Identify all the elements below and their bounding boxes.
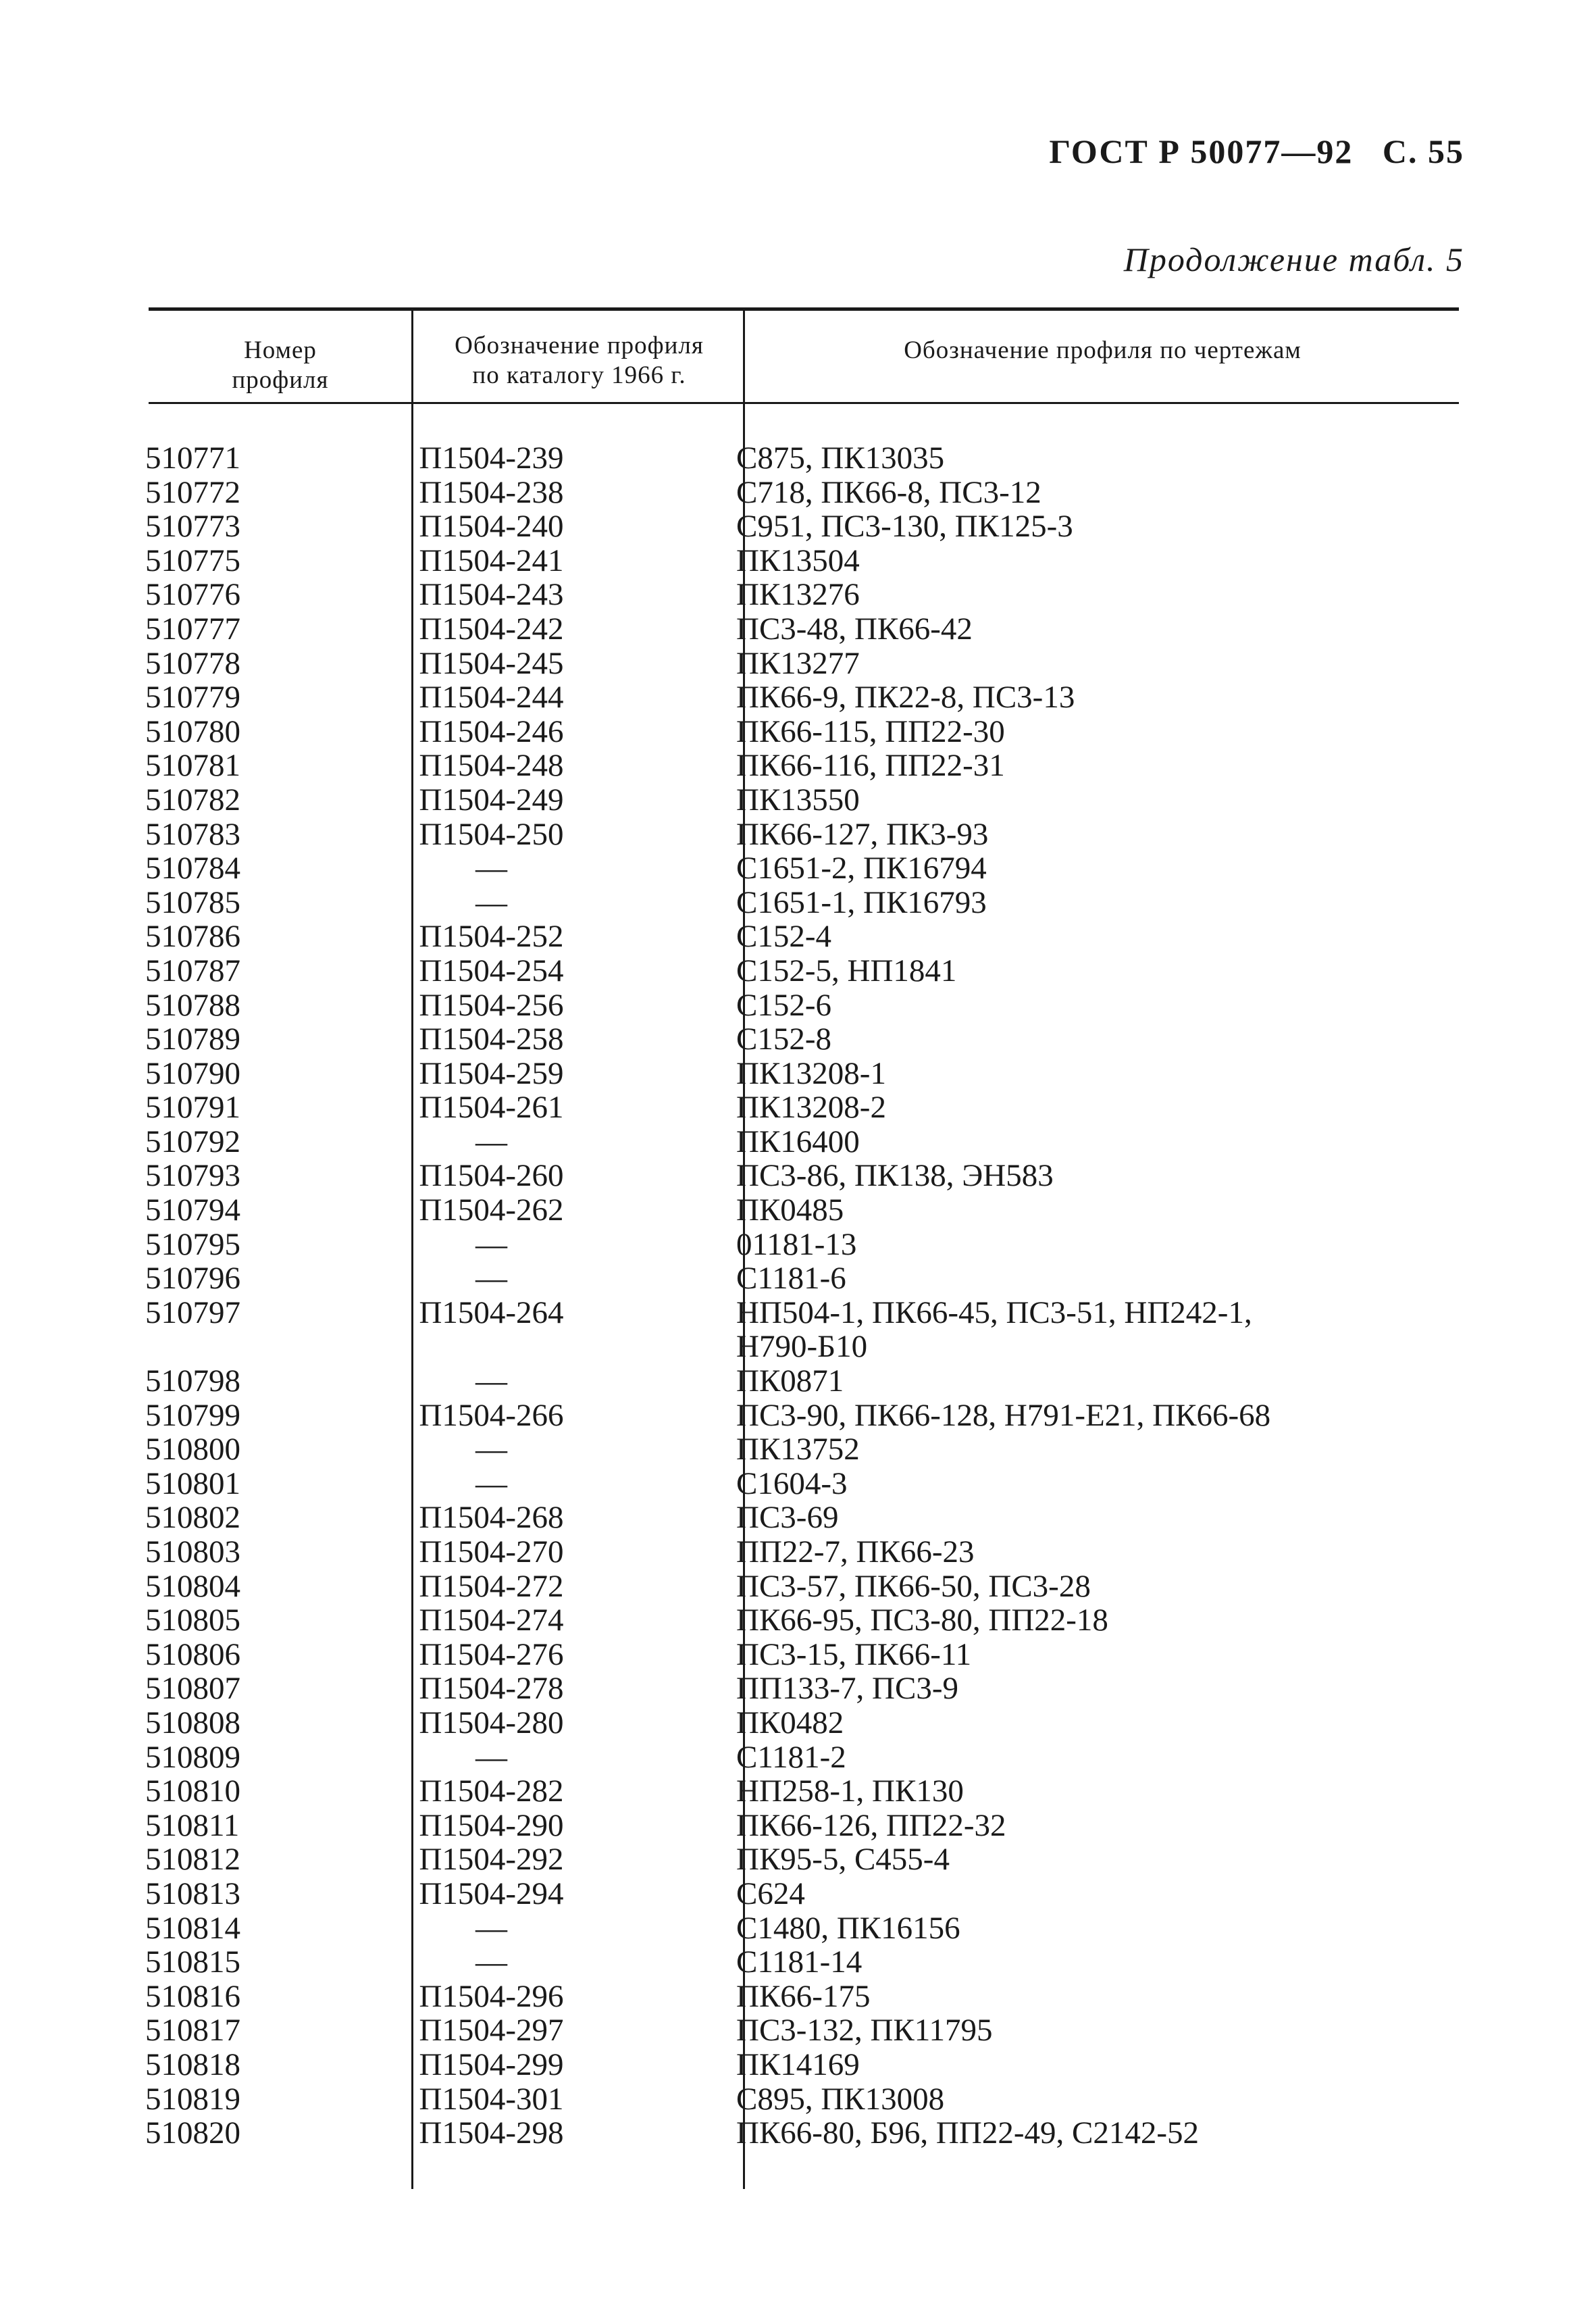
profile-number: 510792 (145, 1124, 240, 1159)
drawing-designations (675, 1296, 1428, 1364)
drawing-designations (675, 1877, 1428, 1911)
profile-number: 510798 (145, 1363, 240, 1399)
drawing-designation-line: ПК13752 (736, 1432, 860, 1467)
drawing-designation-line: С1651-1, ПК16793 (736, 884, 987, 920)
table-row (145, 1638, 1428, 1672)
table-row (145, 1399, 1428, 1433)
table-row (145, 1296, 1428, 1364)
catalog-designation: П1504-245 (419, 645, 564, 681)
table-row (145, 818, 1428, 852)
catalog-designation: — (475, 1944, 507, 1980)
drawing-designations (675, 1193, 1428, 1228)
table-row (145, 1706, 1428, 1740)
drawing-designations (675, 1706, 1428, 1740)
drawing-designations (675, 851, 1428, 886)
drawing-designation-line: ПП133-7, ПС3-9 (736, 1671, 958, 1707)
table-row (145, 1535, 1428, 1569)
catalog-designation: П1504-294 (419, 1876, 564, 1911)
drawing-designation-line: С152-5, НП1841 (736, 953, 957, 988)
catalog-designation: П1504-282 (419, 1774, 564, 1809)
drawing-designations (675, 2082, 1428, 2117)
table-row (145, 1809, 1428, 1843)
table-top-rule (149, 307, 1459, 311)
table-row (145, 1125, 1428, 1159)
table-row (145, 509, 1428, 544)
catalog-designation: П1504-301 (419, 2081, 564, 2117)
table-row (145, 1603, 1428, 1638)
table-row (145, 783, 1428, 818)
table-row (145, 544, 1428, 578)
catalog-designation: — (475, 1124, 507, 1159)
profile-number: 510772 (145, 474, 240, 510)
header-bottom-rule (149, 402, 1459, 404)
profile-number: 510795 (145, 1226, 240, 1262)
catalog-designation: П1504-276 (419, 1636, 564, 1672)
drawing-designations (675, 680, 1428, 715)
profile-number: 510796 (145, 1261, 240, 1297)
profile-number: 510801 (145, 1465, 240, 1501)
table-body (145, 441, 1428, 2150)
table-row (145, 1022, 1428, 1057)
drawing-designations (675, 1569, 1428, 1604)
profile-number: 510787 (145, 953, 240, 988)
catalog-designation: П1504-250 (419, 816, 564, 852)
table-row (145, 1740, 1428, 1775)
profile-number: 510808 (145, 1705, 240, 1740)
catalog-designation: П1504-266 (419, 1397, 564, 1433)
drawing-designation-line: ПК14169 (736, 2046, 860, 2082)
drawing-designation-line: С1181-6 (736, 1261, 846, 1297)
drawing-designation-line: С624 (736, 1876, 805, 1911)
table-row (145, 680, 1428, 715)
profile-number: 510820 (145, 2115, 240, 2151)
profile-number: 510797 (145, 1294, 240, 1330)
catalog-designation: П1504-254 (419, 953, 564, 988)
profile-number: 510814 (145, 1910, 240, 1946)
profile-number: 510800 (145, 1432, 240, 1467)
drawing-designations (675, 886, 1428, 920)
profile-number: 510788 (145, 987, 240, 1023)
catalog-designation: — (475, 1910, 507, 1946)
profile-number: 510773 (145, 509, 240, 545)
drawing-designations (675, 1740, 1428, 1775)
drawing-designations (675, 1467, 1428, 1501)
profile-number: 510819 (145, 2081, 240, 2117)
catalog-designation: — (475, 1432, 507, 1467)
profile-number: 510791 (145, 1090, 240, 1126)
catalog-designation: П1504-249 (419, 782, 564, 818)
catalog-designation: П1504-256 (419, 987, 564, 1023)
table-row (145, 715, 1428, 749)
catalog-designation: П1504-242 (419, 611, 564, 647)
profile-number: 510804 (145, 1568, 240, 1604)
drawing-designations (675, 1671, 1428, 1706)
drawing-designations (675, 1911, 1428, 1946)
drawing-designation-line: С1480, ПК16156 (736, 1910, 960, 1946)
drawing-designations (675, 1603, 1428, 1638)
catalog-designation: П1504-264 (419, 1294, 564, 1330)
profile-number: 510816 (145, 1978, 240, 2014)
drawing-designations (675, 612, 1428, 647)
profile-number: 510779 (145, 680, 240, 715)
drawing-designations (675, 1774, 1428, 1809)
table-row (145, 851, 1428, 886)
catalog-designation: П1504-252 (419, 919, 564, 955)
drawing-designation-line: С895, ПК13008 (736, 2081, 945, 2117)
table-row (145, 1228, 1428, 1262)
drawing-designation-line: С152-8 (736, 1022, 831, 1057)
profile-number: 510784 (145, 851, 240, 886)
drawing-designation-line: ПС3-15, ПК66-11 (736, 1636, 972, 1672)
drawing-designation-line: ПС3-48, ПК66-42 (736, 611, 973, 647)
drawing-designation-line: ПК13504 (736, 543, 860, 578)
profile-number: 510777 (145, 611, 240, 647)
drawing-designation-line: ПК16400 (736, 1124, 860, 1159)
table-row (145, 1774, 1428, 1809)
drawing-designation-line: С1651-2, ПК16794 (736, 851, 987, 886)
profile-number: 510786 (145, 919, 240, 955)
catalog-designation: П1504-262 (419, 1192, 564, 1228)
drawing-designation-line: ПК13550 (736, 782, 860, 818)
drawing-designation-line: 01181-13 (736, 1226, 857, 1262)
profile-number: 510775 (145, 543, 240, 578)
drawing-designations (675, 647, 1428, 681)
drawing-designations (675, 749, 1428, 783)
column-header-catalog: Обозначение профиля по каталогу 1966 г. (455, 332, 704, 389)
drawing-designations (675, 1364, 1428, 1399)
catalog-designation: П1504-296 (419, 1978, 564, 2014)
catalog-designation: П1504-280 (419, 1705, 564, 1740)
drawing-designation-line: С1604-3 (736, 1465, 848, 1501)
table-row (145, 1980, 1428, 2014)
catalog-designation: П1504-240 (419, 509, 564, 545)
table-row (145, 2116, 1428, 2150)
drawing-designations (675, 2048, 1428, 2082)
drawing-designation-line: ПК66-115, ПП22-30 (736, 713, 1005, 749)
profile-number: 510812 (145, 1842, 240, 1878)
catalog-designation: — (475, 1465, 507, 1501)
drawing-designation-line: С875, ПК13035 (736, 441, 945, 476)
catalog-designation: П1504-239 (419, 441, 564, 476)
drawing-designation-line: ПК66-126, ПП22-32 (736, 1807, 1006, 1843)
drawing-designation-line: ПК0871 (736, 1363, 844, 1399)
profile-number: 510817 (145, 2013, 240, 2048)
profile-number: 510785 (145, 884, 240, 920)
profile-number: 510780 (145, 713, 240, 749)
drawing-designations (675, 476, 1428, 510)
profile-number: 510818 (145, 2046, 240, 2082)
catalog-designation: П1504-278 (419, 1671, 564, 1707)
profile-number: 510781 (145, 748, 240, 784)
catalog-designation: — (475, 1261, 507, 1297)
profile-number: 510811 (145, 1807, 240, 1843)
drawing-designation-line: ПК66-127, ПК3-93 (736, 816, 989, 852)
profile-number: 510802 (145, 1500, 240, 1536)
drawing-designation-line: ПК66-9, ПК22-8, ПС3-13 (736, 680, 1075, 715)
catalog-designation: П1504-261 (419, 1090, 564, 1126)
table-row (145, 749, 1428, 783)
drawing-designation-line: ПС3-132, ПК11795 (736, 2013, 993, 2048)
drawing-designations (675, 1399, 1428, 1433)
table-row (145, 476, 1428, 510)
table-row (145, 1569, 1428, 1604)
drawing-designations (675, 715, 1428, 749)
table-row (145, 612, 1428, 647)
profile-number: 510807 (145, 1671, 240, 1707)
table-row (145, 1090, 1428, 1125)
drawing-designations (675, 2116, 1428, 2150)
table-row (145, 920, 1428, 954)
catalog-designation: П1504-268 (419, 1500, 564, 1536)
drawing-designations (675, 1228, 1428, 1262)
catalog-designation: П1504-274 (419, 1603, 564, 1638)
drawing-designation-line: ПС3-86, ПК138, ЭН583 (736, 1158, 1054, 1194)
drawing-designations (675, 1057, 1428, 1091)
profile-number: 510815 (145, 1944, 240, 1980)
profile-number: 510771 (145, 441, 240, 476)
table-row (145, 1057, 1428, 1091)
drawing-designations (675, 1432, 1428, 1467)
table-row (145, 441, 1428, 476)
profile-number: 510782 (145, 782, 240, 818)
drawing-designations (675, 783, 1428, 818)
drawing-designation-line: ПС3-69 (736, 1500, 839, 1536)
drawing-designations (675, 1980, 1428, 2014)
catalog-designation: П1504-259 (419, 1055, 564, 1091)
profile-number: 510813 (145, 1876, 240, 1911)
drawing-designation-line: С951, ПС3-130, ПК125-3 (736, 509, 1073, 545)
drawing-designation-line: ПС3-90, ПК66-128, Н791-Е21, ПК66-68 (736, 1397, 1271, 1433)
drawing-designations (675, 1090, 1428, 1125)
catalog-designation: П1504-299 (419, 2046, 564, 2082)
column-header-drawings: Обозначение профиля по чертежам (904, 336, 1302, 364)
drawing-designations (675, 578, 1428, 612)
catalog-designation: П1504-292 (419, 1842, 564, 1878)
catalog-designation: П1504-272 (419, 1568, 564, 1604)
drawing-designation-line: ПК0482 (736, 1705, 844, 1740)
table-row (145, 1501, 1428, 1535)
catalog-designation: П1504-270 (419, 1534, 564, 1569)
table-row (145, 1364, 1428, 1399)
table-row (145, 1159, 1428, 1193)
drawing-designation-line: ПК95-5, С455-4 (736, 1842, 950, 1878)
catalog-designation: П1504-243 (419, 577, 564, 613)
profile-number: 510778 (145, 645, 240, 681)
table-caption: Продолжение табл. 5 (1123, 241, 1464, 278)
drawing-designations (675, 1809, 1428, 1843)
drawing-designation-line: ПП22-7, ПК66-23 (736, 1534, 975, 1569)
drawing-designation-line: С1181-2 (736, 1739, 846, 1775)
table-row (145, 954, 1428, 988)
catalog-designation: — (475, 884, 507, 920)
standard-number: ГОСТ Р 50077—92 (1049, 132, 1354, 170)
drawing-designation-line: С152-6 (736, 987, 831, 1023)
catalog-designation: П1504-297 (419, 2013, 564, 2048)
drawing-designations (675, 1022, 1428, 1057)
drawing-designation-line: ПС3-57, ПК66-50, ПС3-28 (736, 1568, 1091, 1604)
drawing-designations (675, 1159, 1428, 1193)
drawing-designations (675, 1842, 1428, 1877)
table-row (145, 1911, 1428, 1946)
catalog-designation: П1504-248 (419, 748, 564, 784)
drawing-designations (675, 954, 1428, 988)
catalog-designation: П1504-238 (419, 474, 564, 510)
table-row (145, 578, 1428, 612)
catalog-designation: П1504-260 (419, 1158, 564, 1194)
drawing-designations (675, 2013, 1428, 2048)
catalog-designation: П1504-258 (419, 1022, 564, 1057)
drawing-designation-line: ПК13208-1 (736, 1055, 886, 1091)
table-row (145, 1877, 1428, 1911)
drawing-designation-line: С718, ПК66-8, ПС3-12 (736, 474, 1041, 510)
table-row (145, 1193, 1428, 1228)
drawing-designation-line: ПК66-116, ПП22-31 (736, 748, 1005, 784)
table-row (145, 1671, 1428, 1706)
column-header-number: Номер профиля (232, 336, 329, 394)
profile-number: 510809 (145, 1739, 240, 1775)
drawing-designation-line: ПК66-95, ПС3-80, ПП22-18 (736, 1603, 1108, 1638)
profile-number: 510806 (145, 1636, 240, 1672)
table-row (145, 647, 1428, 681)
profile-number: 510783 (145, 816, 240, 852)
table-row (145, 2013, 1428, 2048)
drawing-designation-line: Н790-Б10 (736, 1329, 868, 1365)
table-row (145, 1261, 1428, 1296)
page-header (1049, 132, 1464, 171)
drawing-designations (675, 988, 1428, 1023)
profile-number: 510776 (145, 577, 240, 613)
drawing-designation-line: ПК13277 (736, 645, 860, 681)
catalog-designation: П1504-290 (419, 1807, 564, 1843)
profile-number: 510790 (145, 1055, 240, 1091)
table-row (145, 1432, 1428, 1467)
drawing-designations (675, 1945, 1428, 1980)
catalog-designation: — (475, 851, 507, 886)
profile-number: 510794 (145, 1192, 240, 1228)
drawing-designation-line: ПК66-175 (736, 1978, 871, 2014)
table-row (145, 988, 1428, 1023)
page-number: С. 55 (1382, 132, 1464, 170)
drawing-designation-line: ПК13208-2 (736, 1090, 886, 1126)
drawing-designations (675, 509, 1428, 544)
drawing-designation-line: НП258-1, ПК130 (736, 1774, 964, 1809)
catalog-designation: П1504-298 (419, 2115, 564, 2151)
drawing-designation-line: С152-4 (736, 919, 831, 955)
catalog-designation: П1504-244 (419, 680, 564, 715)
table-row (145, 886, 1428, 920)
drawing-designation-line: ПК13276 (736, 577, 860, 613)
table-row (145, 1467, 1428, 1501)
catalog-designation: П1504-241 (419, 543, 564, 578)
profile-number: 510803 (145, 1534, 240, 1569)
profile-number: 510789 (145, 1022, 240, 1057)
drawing-designations (675, 1638, 1428, 1672)
catalog-designation: — (475, 1226, 507, 1262)
drawing-designations (675, 441, 1428, 476)
profile-number: 510793 (145, 1158, 240, 1194)
drawing-designations (675, 1501, 1428, 1535)
drawing-designations (675, 818, 1428, 852)
table-row (145, 2048, 1428, 2082)
profile-number: 510810 (145, 1774, 240, 1809)
table-row (145, 1842, 1428, 1877)
drawing-designation-line: ПК66-80, Б96, ПП22-49, С2142-52 (736, 2115, 1199, 2151)
profile-number: 510799 (145, 1397, 240, 1433)
drawing-designations (675, 1535, 1428, 1569)
drawing-designation-line: ПК0485 (736, 1192, 844, 1228)
drawing-designations (675, 544, 1428, 578)
catalog-designation: — (475, 1363, 507, 1399)
drawing-designations (675, 1261, 1428, 1296)
drawing-designations (675, 920, 1428, 954)
catalog-designation: П1504-246 (419, 713, 564, 749)
profile-number: 510805 (145, 1603, 240, 1638)
drawing-designations (675, 1125, 1428, 1159)
drawing-designation-line: НП504-1, ПК66-45, ПС3-51, НП242-1, (736, 1294, 1252, 1330)
catalog-designation: — (475, 1739, 507, 1775)
drawing-designation-line: С1181-14 (736, 1944, 863, 1980)
table-row (145, 2082, 1428, 2117)
table-row (145, 1945, 1428, 1980)
